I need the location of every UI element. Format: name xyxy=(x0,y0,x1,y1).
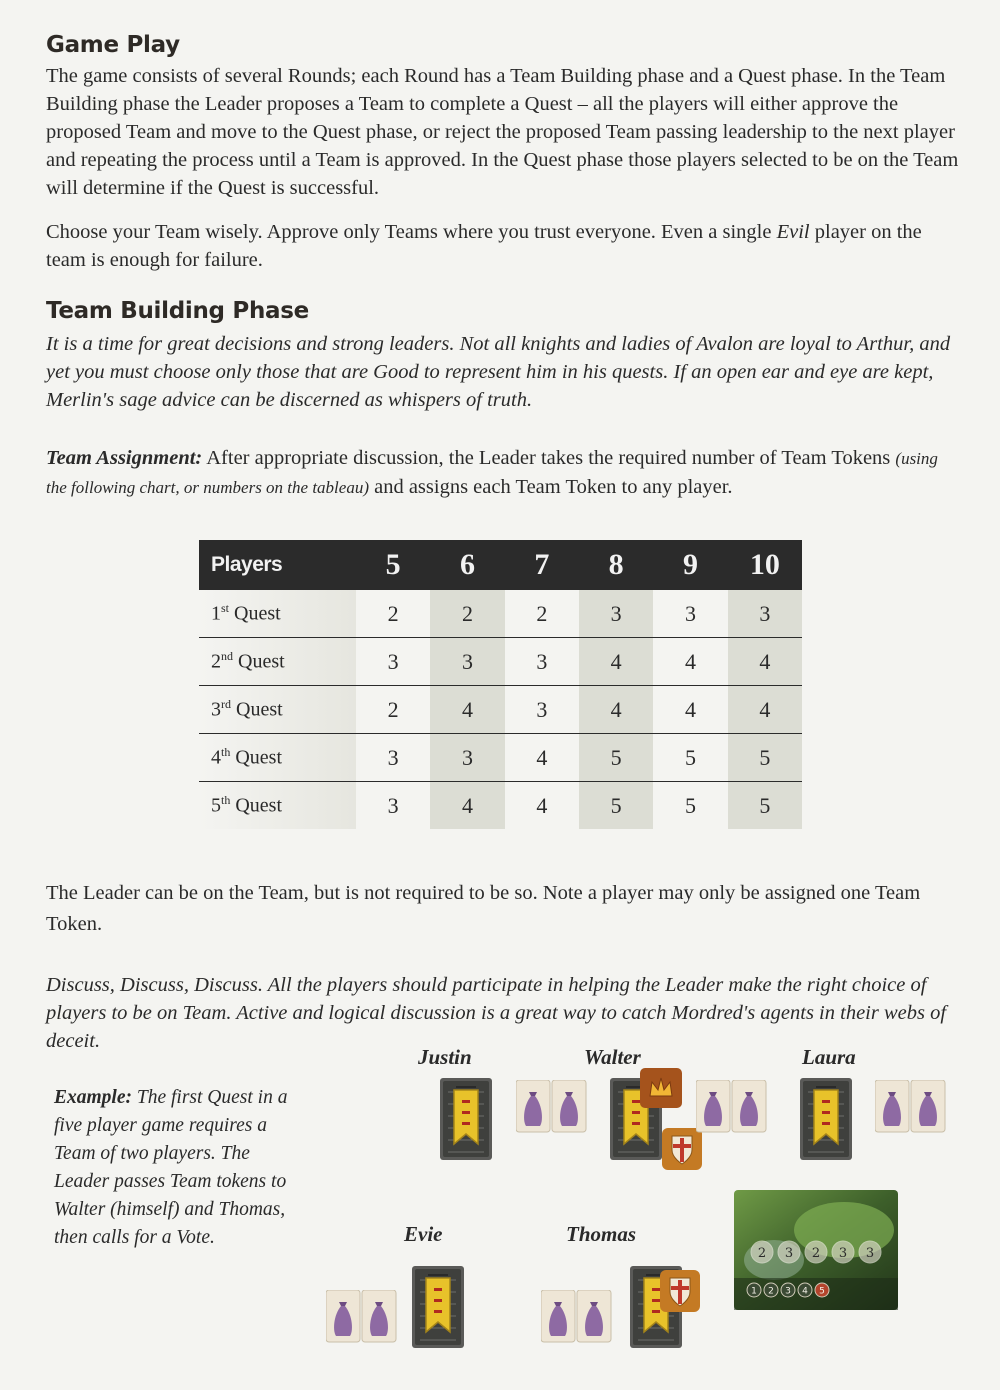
vote-bags-evie xyxy=(326,1290,398,1344)
quest-row xyxy=(199,782,802,830)
team-size-cell: 3 xyxy=(387,792,399,818)
tableau-quest-number: 3 xyxy=(838,1246,848,1261)
quest-label: 2nd Quest xyxy=(199,638,356,686)
players-count-5: 5 xyxy=(356,540,430,590)
choose-team-text: Choose your Team wisely. Approve only Teams where you trust everyone. Even a single xyxy=(46,221,777,243)
game-play-paragraph: The game consists of several Rounds; each Round has a Team Building phase and a Quest phase. In the Team Building phase the Leader proposes a Team to complete a Quest – all the players will either approve the proposed Team and move to the Quest phase, or reject the proposed Team passing leadership to the next player and repeating the process until a Team is approved. In the Quest phase those players selected to be on the Team will determine if the Quest is successful. xyxy=(46,65,959,199)
vote-bags-laura xyxy=(875,1080,947,1134)
team-size-cell: 3 xyxy=(505,686,579,734)
example-text xyxy=(54,1084,294,1252)
leader-token-icon xyxy=(640,1068,684,1110)
quest-label: 5th Quest xyxy=(199,782,356,830)
players-count-8: 8 xyxy=(579,540,653,590)
players-header: Players xyxy=(199,540,356,590)
team-size-cell: 2 xyxy=(356,590,430,638)
game-play-heading: Game Play xyxy=(46,32,180,58)
team-size-cell: 5 xyxy=(579,782,653,830)
leader-note-paragraph: The Leader can be on the Team, but is not required to be so. Note a player may only be assigned one Team Token. xyxy=(46,882,921,935)
quest-row xyxy=(199,590,802,638)
players-count-7: 7 xyxy=(505,540,579,590)
example-lead: Example: xyxy=(54,1087,132,1108)
team-size-cell: 3 xyxy=(653,590,727,638)
tableau-vote-number: 1 xyxy=(751,1286,757,1297)
quest-row xyxy=(199,686,802,734)
team-size-cell: 4 xyxy=(653,686,727,734)
tableau-vote-number: 4 xyxy=(802,1286,808,1297)
player-name-laura: Laura xyxy=(802,1045,856,1069)
team-size-cell: 3 xyxy=(505,638,579,686)
discuss-paragraph: Discuss, Discuss, Discuss. All the players should participate in helping the Leader make the right choice of players to be on Team. Active and logical discussion is a great way to catch Mordred's agents in their webs of deceit. xyxy=(46,974,947,1052)
tableau-vote-number: 5 xyxy=(819,1286,825,1297)
choose-team-paragraph xyxy=(46,218,961,274)
example-body: The first Quest in a five player game requires a Team of two players. The Leader passes Team tokens to Walter (himself) and Thomas, then calls for a Vote. xyxy=(54,1087,288,1248)
team-size-cell: 4 xyxy=(728,638,802,686)
table-header-row xyxy=(199,540,802,590)
quest-label: 3rd Quest xyxy=(199,686,356,734)
table-body xyxy=(199,590,802,829)
vote-bags-thomas xyxy=(541,1290,613,1344)
team-assignment-text: After appropriate discussion, the Leader takes the required number of Team Tokens xyxy=(202,447,896,469)
quest-label: 4th Quest xyxy=(199,734,356,782)
team-assignment-paragraph xyxy=(46,444,961,502)
tableau-quest-number: 2 xyxy=(757,1246,767,1261)
team-size-cell: 3 xyxy=(356,638,430,686)
team-size-cell: 5 xyxy=(579,734,653,782)
team-size-cell: 4 xyxy=(653,638,727,686)
player-name-evie: Evie xyxy=(404,1222,443,1246)
quest-row xyxy=(199,734,802,782)
quest-tableau-board xyxy=(734,1190,898,1310)
team-size-cell: 4 xyxy=(536,792,548,818)
player-name-justin: Justin xyxy=(418,1045,472,1069)
players-count-10: 10 xyxy=(728,540,802,590)
evil-word: Evil xyxy=(776,221,810,243)
choose-team-text-end: player on the team is enough for failure. xyxy=(46,221,922,271)
team-size-cell: 4 xyxy=(728,686,802,734)
team-size-cell: 5 xyxy=(684,792,696,818)
team-size-cell: 5 xyxy=(728,734,802,782)
tableau-vote-track xyxy=(747,1283,829,1297)
team-token-walter xyxy=(662,1128,704,1172)
tableau-vote-number: 3 xyxy=(785,1286,791,1297)
team-size-cell: 4 xyxy=(430,782,504,830)
team-size-cell: 3 xyxy=(430,638,504,686)
team-size-cell: 2 xyxy=(505,590,579,638)
players-count-6: 6 xyxy=(430,540,504,590)
tableau-vote-number: 2 xyxy=(768,1286,774,1297)
character-card-laura xyxy=(800,1078,854,1162)
player-name-walter: Walter xyxy=(584,1045,641,1069)
character-card-justin xyxy=(440,1078,494,1162)
quest-team-size-table xyxy=(199,540,802,829)
quest-label: 1st Quest xyxy=(199,590,356,638)
character-card-evie xyxy=(412,1266,466,1350)
team-size-cell: 2 xyxy=(356,686,430,734)
tableau-quest-circles xyxy=(751,1241,881,1263)
vote-bags-walter xyxy=(696,1080,768,1134)
team-assignment-lead: Team Assignment: xyxy=(46,447,203,469)
team-size-cell: 2 xyxy=(430,590,504,638)
team-size-cell: 5 xyxy=(728,782,802,830)
team-size-cell: 4 xyxy=(505,734,579,782)
team-size-cell: 4 xyxy=(579,686,653,734)
vote-bags-justin xyxy=(516,1080,588,1134)
team-assignment-text-end: and assigns each Team Token to any player. xyxy=(368,476,733,498)
quest-row xyxy=(199,638,802,686)
team-building-heading: Team Building Phase xyxy=(46,298,309,324)
team-size-cell: 4 xyxy=(430,686,504,734)
team-assignment-note: (using the following chart, or numbers on the tableau) xyxy=(46,449,938,497)
team-size-cell: 3 xyxy=(579,590,653,638)
tableau-quest-number: 3 xyxy=(865,1246,875,1261)
team-size-cell: 3 xyxy=(430,734,504,782)
tableau-quest-number: 2 xyxy=(811,1246,821,1261)
player-name-thomas: Thomas xyxy=(566,1222,637,1246)
flavor-text: It is a time for great decisions and strong leaders. Not all knights and ladies of Avalon are loyal to Arthur, and yet you must choose only those that are Good to represent him in his quests. If an open ear and eye are kept, Merlin's sage advice can be discerned as whispers of truth. xyxy=(46,333,951,411)
team-size-cell: 5 xyxy=(653,734,727,782)
players-count-9: 9 xyxy=(653,540,727,590)
team-size-cell: 4 xyxy=(579,638,653,686)
tableau-quest-number: 3 xyxy=(784,1246,794,1261)
team-token-thomas xyxy=(660,1270,702,1314)
team-size-cell: 3 xyxy=(356,734,430,782)
team-size-cell: 3 xyxy=(728,590,802,638)
